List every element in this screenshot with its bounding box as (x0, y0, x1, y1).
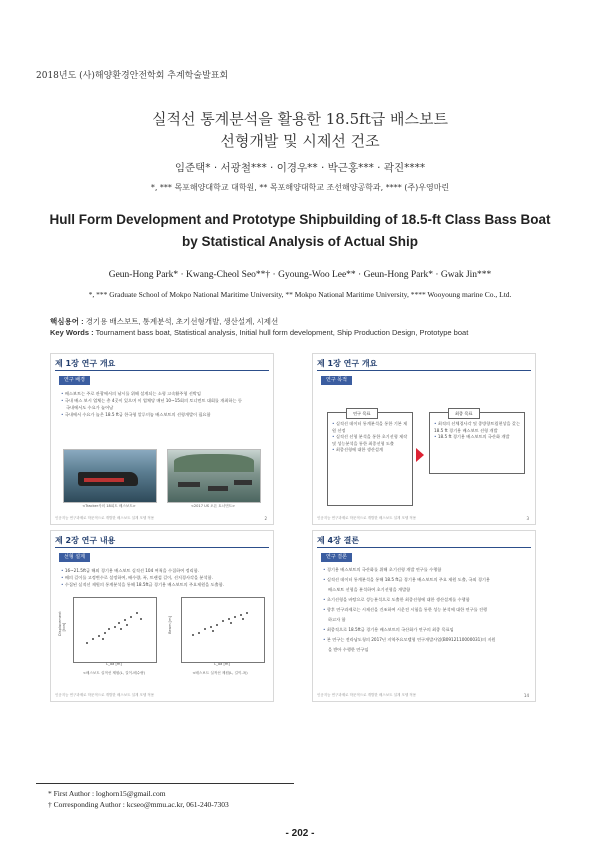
heading-rule (317, 370, 531, 371)
keywords-english-label: Key Words : (50, 328, 94, 337)
data-point (104, 632, 106, 634)
list-item: • 실적선 데이터 통계분석을 통해 18.5 ft급 경기용 배스보트의 주요 제원 도출, 국외 경기용 (323, 575, 527, 585)
english-authors: Geun-Hong Park* · Kwang-Cheol Seo**† · Gyoung-Woo Lee** · Geun-Hong Park* · Gwak Jin*** (108, 270, 492, 280)
list-item: • 향후 연구과제로는 시제선을 건조하여 시운전 시험을 통한 성능 분석에 대한 연구를 진행 (323, 605, 527, 615)
final-goal-box (429, 412, 525, 474)
data-point (230, 622, 232, 624)
list-item: • 실적선 선형 분석을 통한 초기선형 제작 및 성능분석을 통한 최종선형 도출 (332, 434, 408, 447)
list-item: • 본 연구는 전라남도청의 2017년 지역주요모델형 연구개발사업(B0912110000031)의 지원 (323, 635, 527, 645)
slide-conclusion (312, 530, 536, 702)
korean-affiliations: *, *** 목포해양대학교 대학원, ** 목포해양대학교 조선해양공학과, **** (주)우영마린 (150, 183, 450, 192)
box-heading: 최종 목표 (448, 408, 480, 419)
heading-rule (55, 370, 269, 371)
english-affiliations: *, *** Graduate School of Mokpo National Maritime University, ** Mokpo National Maritime University, **** Wooyoung marine Co., Ltd. (88, 290, 512, 299)
heading-rule (55, 547, 269, 548)
data-point (130, 616, 132, 618)
x-axis-label: L_oa [m] (214, 662, 230, 666)
korean-title-line-2: 선형개발 및 시제선 건조 (220, 132, 380, 150)
list-item: • 배의 길이를 고정변수로 설정하여, 배수량, 폭, 트랜섬 길이, 선저경사각을 분석함. (61, 574, 265, 581)
section-badge: 연구 목적 (321, 376, 352, 385)
displacement-scatter-plot (73, 597, 157, 663)
arrow-right-icon (416, 448, 424, 462)
slide-page-number: 14 (523, 693, 529, 698)
list-item: 국내에서도 수요가 늘어남 (66, 405, 114, 410)
page-number: - 202 - (285, 828, 315, 839)
data-point (108, 628, 110, 630)
section-badge: 연구 배경 (59, 376, 90, 385)
data-point (192, 634, 194, 636)
data-point (222, 620, 224, 622)
footnote-rule (36, 783, 294, 784)
list-item: • 국내 배스 보시 업체는 총 4곳이 있으며 이 업체당 매년 10~15회의 토너먼트 대회를 개최하는 등 (61, 397, 265, 404)
footnote-corresponding-author: † Corresponding Author : kcseo@mmu.ac.kr, 061-240-7303 (48, 800, 229, 809)
slide-page-number: 3 (526, 516, 529, 521)
keywords-english-text: Tournament bass boat, Statistical analysis, Initial hull form development, Ship Production Design, Prototype boat (95, 328, 469, 337)
data-point (102, 638, 104, 640)
slide-footer: 인공지능 연구과제로 학문적으로 개발한 배스보트 설계 모델 적용 (55, 693, 155, 697)
slide-hull-design (50, 530, 274, 702)
list-item: • 18.5 ft 경기용 배스보트의 국산화 개발 (434, 434, 520, 441)
data-point (126, 624, 128, 626)
bullet-list (323, 565, 527, 655)
slide-heading: 제 4장 결론 (317, 536, 360, 545)
data-point (86, 642, 88, 644)
data-point (204, 628, 206, 630)
box-heading: 연구 목표 (346, 408, 378, 419)
data-point (228, 618, 230, 620)
keywords-korean-label: 핵심용어 : (50, 317, 84, 326)
data-point (212, 630, 214, 632)
data-point (140, 618, 142, 620)
bullet-list (61, 390, 265, 418)
data-point (124, 619, 126, 621)
list-item: • 국내에서 수요가 늘은 18.5 ft급 한국형 알루미늄 배스보트의 선형개발이 필요함 (61, 411, 265, 418)
data-point (216, 624, 218, 626)
footnote-first-author: * First Author : loghorn15@gmail.com (48, 789, 166, 798)
plot-caption: <배스보트 실적선 제원(L, 길이-폭) (192, 671, 248, 675)
y-axis-label: Displacement [ton] (58, 611, 66, 636)
data-point (242, 618, 244, 620)
data-point (246, 612, 248, 614)
photo-caption: <Tracker사의 18피트 배스보트> (82, 504, 136, 508)
photo-caption: <2017 US 오픈 토너먼트> (190, 504, 236, 508)
section-badge: 연구 결론 (321, 553, 352, 562)
data-point (240, 614, 242, 616)
bass-boat-photo (63, 449, 157, 503)
bullet-list (434, 421, 520, 441)
data-point (136, 612, 138, 614)
list-item: • 수집된 실적선 제원의 통계분석을 통해 18.5ft급 경기용 배스보트의 주요제원을 도출함. (61, 581, 265, 588)
list-item: • 최종적으로 18.5ft급 경기용 배스보트의 국산화가 연구의 최종 목표임 (323, 625, 527, 635)
slide-research-background (50, 353, 274, 525)
list-item: 하고자 함 (328, 617, 346, 622)
data-point (120, 628, 122, 630)
data-point (210, 626, 212, 628)
list-item: • 최종선형에 대한 생산설계 (332, 447, 408, 454)
data-point (114, 626, 116, 628)
data-point (92, 638, 94, 640)
keywords-korean-text: 경기용 배스보트, 통계분석, 초기선형개발, 생산설계, 시제선 (85, 317, 279, 326)
heading-rule (317, 547, 531, 548)
slide-page-number: 2 (264, 516, 267, 521)
list-item: • 실적선 데이터 통계분석을 통한 기본 제원 선정 (332, 421, 408, 434)
x-axis-label: L_oa [m] (106, 662, 122, 666)
slide-research-purpose (312, 353, 536, 525)
list-item: • 경기용 배스보트의 국산화를 위해 초기선형 개발 연구를 수행함 (323, 565, 527, 575)
list-item: 배스보트 선형을 분석하여 초기선형을 개발함 (328, 587, 411, 592)
slide-footer: 인공지능 연구과제로 학문적으로 개발한 배스보트 설계 모델 적용 (317, 516, 417, 520)
bullet-list (61, 567, 265, 588)
list-item: • 배스보트는 주로 관광에서의 낚시를 위해 설계되는 소형 고속활주형 선박임 (61, 390, 265, 397)
english-title-line-2: by Statistical Analysis of Actual Ship (181, 234, 419, 249)
keywords-english (50, 328, 468, 337)
korean-authors: 임준택* · 서광철*** · 이경우** · 박근홍*** · 곽진**** (174, 162, 426, 174)
conference-name: 2018년도 (사)해양환경안전학회 추계학술발표회 (36, 71, 229, 81)
list-item: • 최적의 선체경사각 및 종방향트림현상을 갖는 18.5 ft 경기용 배스보트 선형 개발 (434, 421, 520, 434)
slide-heading: 제 1장 연구 개요 (317, 359, 378, 368)
slide-heading: 제 2장 연구 내용 (55, 536, 116, 545)
bullet-list (332, 421, 408, 454)
slide-footer: 인공지능 연구과제로 학문적으로 개발한 배스보트 설계 모델 적용 (317, 693, 417, 697)
section-badge: 선형 설계 (59, 553, 90, 562)
slide-footer: 인공지능 연구과제로 학문적으로 개발한 배스보트 설계 모델 적용 (55, 516, 155, 520)
data-point (198, 632, 200, 634)
beam-scatter-plot (181, 597, 265, 663)
data-point (98, 635, 100, 637)
korean-title-line-1: 실적선 통계분석을 활용한 18.5ft급 배스보트 (152, 110, 448, 128)
english-title-line-1: Hull Form Development and Prototype Shipbuilding of 18.5-ft Class Bass Boat (49, 212, 551, 227)
plot-caption: <배스보트 실적선 제원(L, 길이-배수량) (82, 671, 146, 675)
list-item: 을 받아 수행한 연구임 (328, 647, 369, 652)
list-item: • 초기선형을 바탕으로 성능분석으로 도출한 최종선형에 대한 생산설계를 수행함 (323, 595, 527, 605)
keywords-korean (50, 316, 278, 327)
research-goal-box (327, 412, 413, 506)
data-point (234, 616, 236, 618)
y-axis-label: Beam [m] (168, 616, 172, 634)
slide-heading: 제 1장 연구 개요 (55, 359, 116, 368)
list-item: • 16~21.5ft급 해외 경기용 배스보트 실적선 104 여척을 수집하여 정리함. (61, 567, 265, 574)
tournament-photo (167, 449, 261, 503)
data-point (118, 622, 120, 624)
